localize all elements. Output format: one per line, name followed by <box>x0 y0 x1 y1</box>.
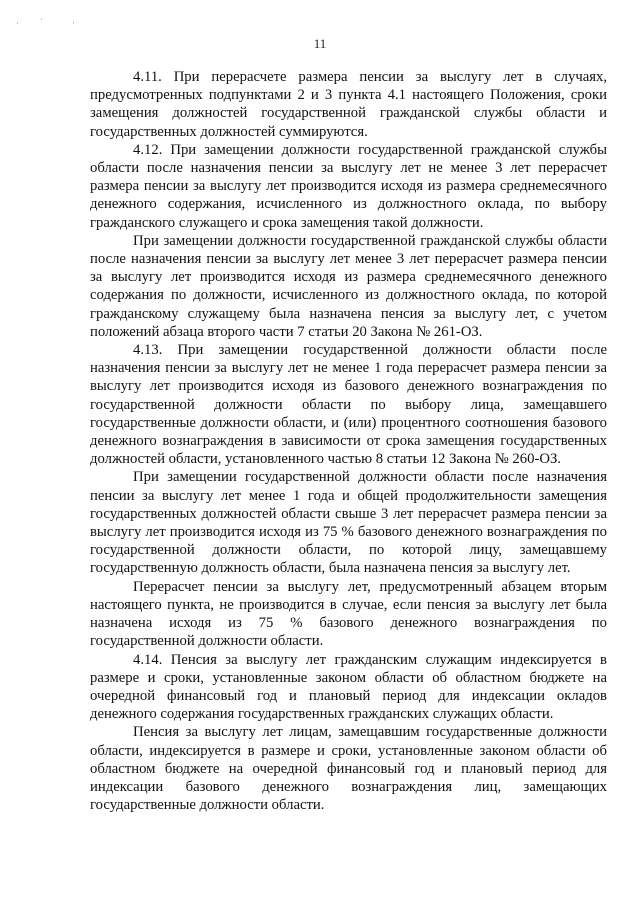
page-number: 11 <box>313 36 327 51</box>
paragraph-4-14: 4.14. Пенсия за выслугу лет гражданским служащим индексируется в размере и сроки, установленные законом области об областном бюджете на очередной финансовый год и плановый период для индексации окладов денежного содержания государственных гражданских служащих области. <box>90 651 607 723</box>
paragraph-4-13: 4.13. При замещении государственной должности области после назначения пенсии за выслугу лет не менее 1 года перерасчет размера пенсии за выслугу лет производится исходя из базового денежного вознаграждения по государственной должности области по выбору лица, замещавшего государственные должности области, и (или) процентного соотношения базового денежного вознаграждения в зависимости от срока замещения государственных должностей области, установленного частью 8 статьи 12 Закона № 260-ОЗ. <box>90 342 607 468</box>
scan-speck-mark: ˙ <box>16 21 19 30</box>
document-body <box>90 68 607 814</box>
paragraph-4-11: 4.11. При перерасчете размера пенсии за выслугу лет в случаях, предусмотренных подпунктами 2 и 3 пункта 4.1 настоящего Положения, сроки замещения должностей государственной гражданской службы области и государственных должностей суммируются. <box>90 69 607 140</box>
paragraph-4-12-second: При замещении должности государственной гражданской службы области после назначения пенсии за выслугу лет менее 3 лет перерасчет размера пенсии за выслугу лет производится исходя из размера среднемесячного денежного содержания по должности, исчисленного из должностного оклада, по которой гражданскому служащему была назначена пенсия за выслугу лет, с учетом положений абзаца второго части 7 статьи 20 Закона № 261-ОЗ. <box>90 232 607 340</box>
paragraph-4-13-third: Перерасчет пенсии за выслугу лет, предусмотренный абзацем вторым настоящего пункта, не производится в случае, если пенсия за выслугу лет была назначена исходя из 75 % базового денежного вознаграждения по государственной должности области. <box>90 578 607 650</box>
scan-speck-mark: ˈ <box>72 21 75 30</box>
paragraph-4-13-second: При замещении государственной должности области после назначения пенсии за выслугу лет менее 1 года и общей продолжительности замещения государственных должностей области свыше 3 лет перерасчет размера пенсии за выслугу лет производится исходя из 75 % базового денежного вознаграждения по государственной должности области, по которой лицу, замещавшему государственную должность области, была назначена пенсия за выслугу лет. <box>90 469 607 577</box>
scan-speck-mark: ˙ <box>40 17 43 26</box>
paragraph-4-12: 4.12. При замещении должности государственной гражданской службы области после назначения пенсии за выслугу лет не менее 3 лет перерасчет размера пенсии за выслугу лет производится исходя из размера среднемесячного денежного содержания, исчисленного из должностного оклада, по выбору гражданского служащего и срока замещения такой должности. <box>90 141 607 231</box>
paragraph-4-14-second: Пенсия за выслугу лет лицам, замещавшим государственные должности области, индексируется в размере и сроки, установленные законом области об областном бюджете на очередной финансовый год и плановый период для индексации базового денежного вознаграждения лиц, замещающих государственные должности области. <box>90 724 607 814</box>
